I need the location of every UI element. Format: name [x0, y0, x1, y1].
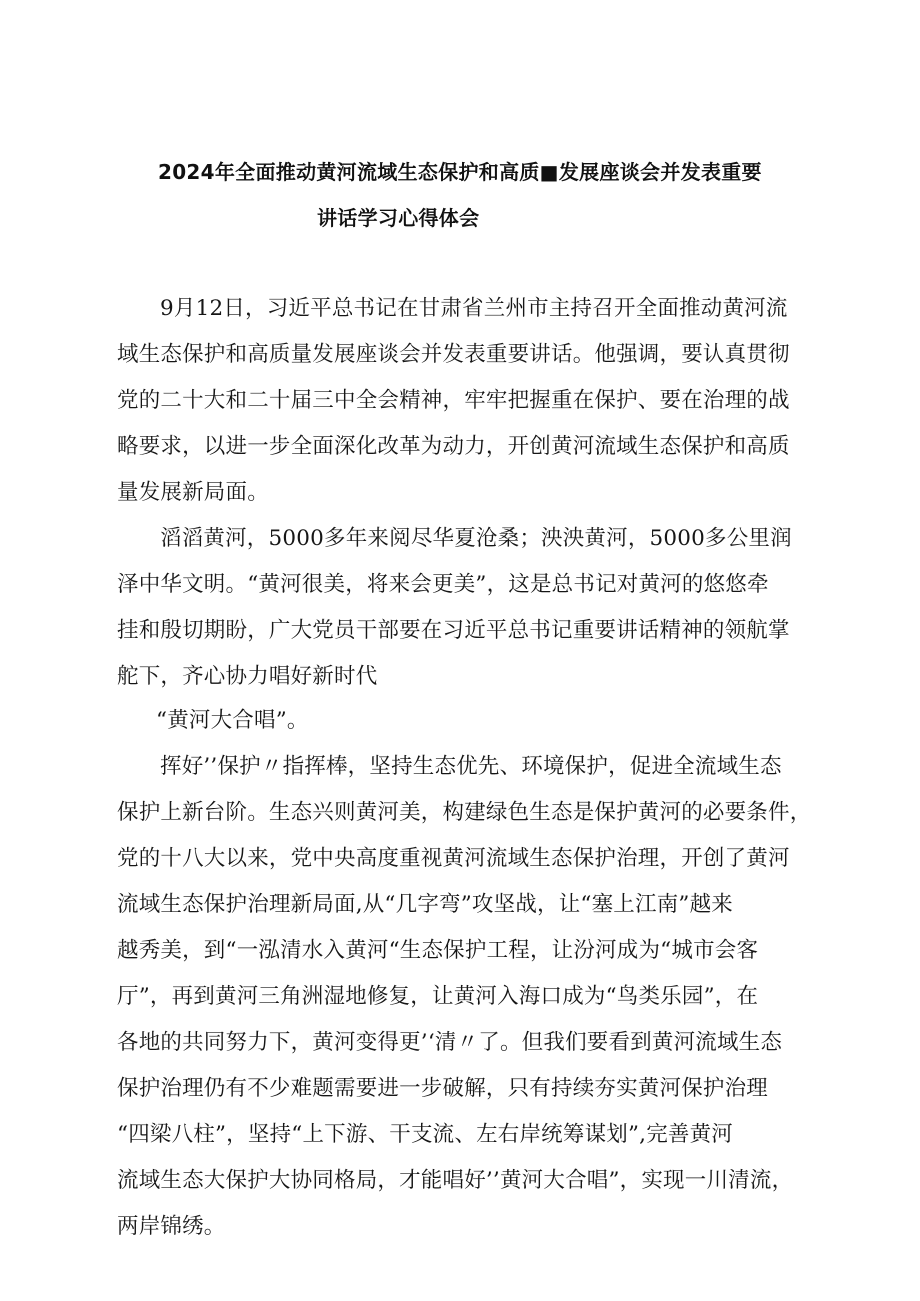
paragraph-3-line-6: 厅”，再到黄河三角洲湿地修复，让黄河入海口成为“鸟类乐园”，在	[117, 984, 759, 1009]
paragraph-3-line-9: “四梁八柱”，坚持“上下游、干支流、左右岸统筹谋划”,完善黄河	[117, 1122, 734, 1147]
paragraph-3-line-8: 保护治理仍有不少难题需要进一步破解，只有持续夯实黄河保护治理	[117, 1076, 769, 1101]
paragraph-2-line-4: 舵下，齐心协力唱好新时代	[117, 664, 378, 689]
paragraph-3-line-4: 流域生态保护治理新局面,从“几字弯”攻坚战，让“塞上江南”越来	[117, 892, 734, 917]
document-title-line-1: 2024年全面推动黄河流域生态保护和高质■发展座谈会并发表重要	[158, 160, 762, 184]
paragraph-3-line-7: 各地的共同努力下，黄河变得更’‘清〃了。但我们要看到黄河流域生态	[117, 1030, 783, 1055]
paragraph-2-line-3: 挂和殷切期盼，广大党员干部要在习近平总书记重要讲话精神的领航掌	[117, 618, 790, 643]
paragraph-3-line-2: 保护上新台阶。生态兴则黄河美，构建绿色生态是保护黄河的必要条件，	[117, 800, 812, 825]
paragraph-1-line-2: 域生态保护和高质量发展座谈会并发表重要讲话。他强调，要认真贯彻	[117, 342, 790, 367]
paragraph-1-line-5: 量发展新局面。	[117, 480, 269, 505]
paragraph-1-line-4: 略要求，以进一步全面深化改革为动力，开创黄河流域生态保护和高质	[117, 434, 790, 459]
paragraph-3-line-3: 党的十八大以来，党中央高度重视黄河流域生态保护治理，开创了黄河	[117, 846, 790, 871]
paragraph-3-line-11: 两岸锦绣。	[117, 1214, 226, 1239]
paragraph-1-line-1: 9月12日，习近平总书记在甘肃省兰州市主持召开全面推动黄河流	[160, 296, 788, 321]
paragraph-3-line-5: 越秀美，到“一泓清水入黄河“生态保护工程，让汾河成为“城市会客	[117, 938, 759, 963]
paragraph-3-line-10: 流域生态大保护大协同格局，才能唱好’’黄河大合唱”，实现一川清流，	[117, 1168, 794, 1193]
paragraph-2-line-5: “黄河大合唱”。	[156, 708, 309, 733]
paragraph-1-line-3: 党的二十大和二十届三中全会精神，牢牢把握重在保护、要在治理的战	[117, 388, 790, 413]
paragraph-2-line-1: 滔滔黄河，5000多年来阅尽华夏沧桑；泱泱黄河，5000多公里润	[160, 526, 792, 551]
paragraph-3-line-1: 挥好’’保护〃指挥棒，坚持生态优先、环境保护，促进全流域生态	[160, 754, 782, 779]
document-title-line-2: 讲话学习心得体会	[317, 206, 480, 230]
paragraph-2-line-2: 泽中华文明。“黄河很美，将来会更美”，这是总书记对黄河的悠悠牵	[117, 572, 769, 597]
